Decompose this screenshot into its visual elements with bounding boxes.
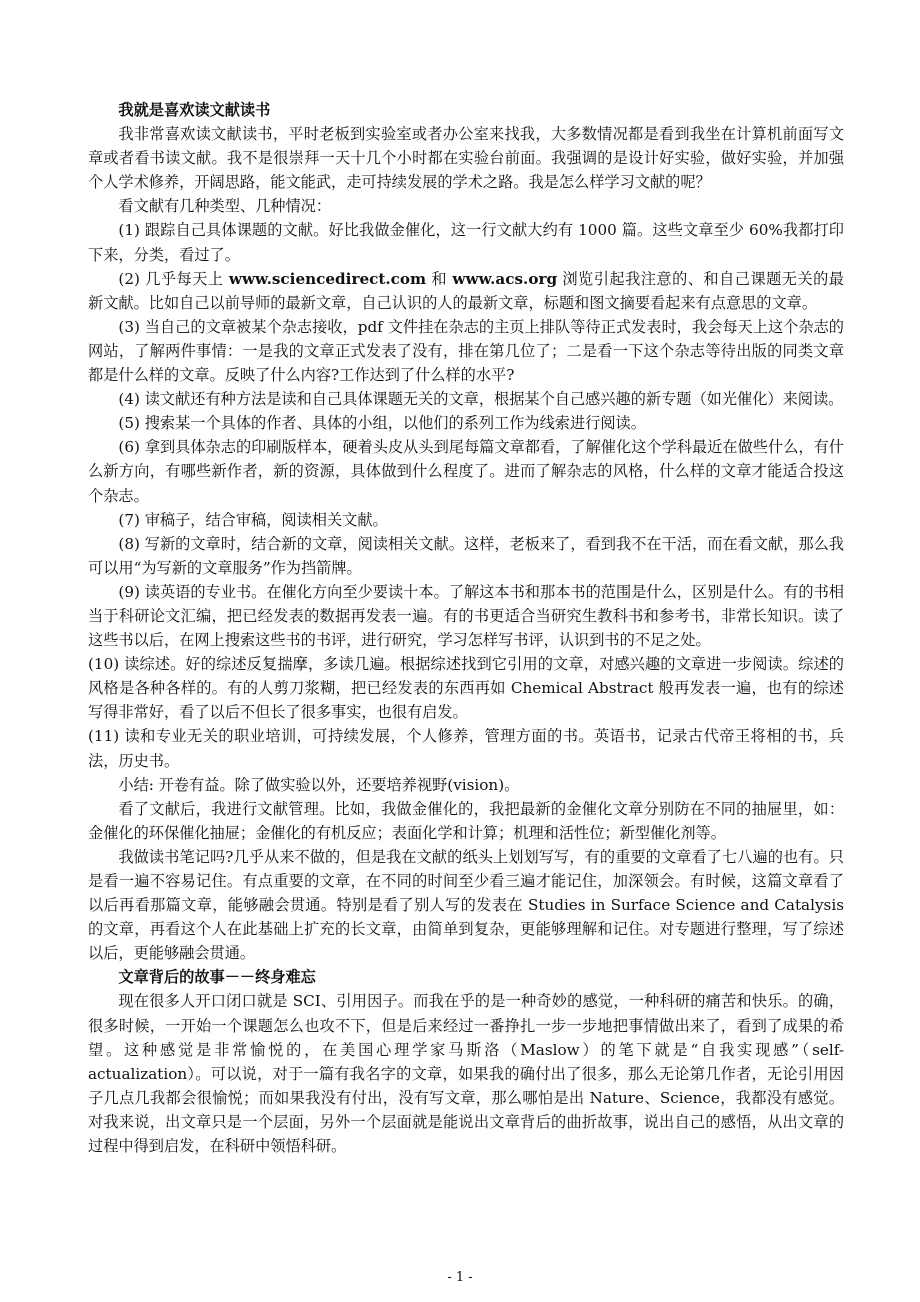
- item-2-prefix: (2) 几乎每天上: [118, 269, 229, 288]
- paragraph-management: 看了文献后，我进行文献管理。比如，我做金催化的，我把最新的金催化文章分别防在不同的抽屉里，如：金催化的环保催化抽屉；金催化的有机反应；表面化学和计算；机理和活性位；新型催化剂等。: [88, 799, 844, 842]
- paragraph-item-8: (8) 写新的文章时，结合新的文章，阅读相关文献。这样，老板来了，看到我不在干活，而在看文献，那么我可以用“为写新的文章服务”作为挡箭牌。: [88, 534, 844, 577]
- paragraph-story: 现在很多人开口闭口就是 SCI、引用因子。而我在乎的是一种奇妙的感觉，一种科研的痛苦和快乐。的确，很多时候，一开始一个课题怎么也攻不下，但是后来经过一番挣扎一步一步地把事情做出来了，看到了成果的希望。这种感觉是非常愉悦的，在美国心理学家马斯洛（Maslow）的笔下就是“自我实现感”（self-actualization）。可以说，对于一篇有我名字的文章，如果我的确付出了很多，那么无论第几作者，无论引用因子几点几我都会很愉悦；而如果我没有付出，没有写文章，那么哪怕是出 Nature、Science，我都没有感觉。对我来说，出文章只是一个层面，另外一个层面就是能说出文章背后的曲折故事，说出自己的感悟，从出文章的过程中得到启发，在科研中领悟科研。: [88, 992, 844, 1156]
- document-page: [88, 98, 844, 1158]
- sciencedirect-link: www.sciencedirect.com: [228, 269, 427, 288]
- paragraph-item-4: (4) 读文献还有种方法是读和自己具体课题无关的文章，根据某个自己感兴趣的新专题（如光催化）来阅读。: [118, 390, 844, 409]
- paragraph-item-5: (5) 搜索某一个具体的作者、具体的小组，以他们的系列工作为线索进行阅读。: [118, 414, 646, 433]
- acs-link: www.acs.org: [452, 269, 558, 288]
- item-2-middle: 和: [426, 269, 453, 288]
- paragraph-item-1: (1) 跟踪自己具体课题的文献。好比我做金催化，这一行文献大约有 1000 篇。这些文章至少 60%我都打印下来，分类，看过了。: [88, 221, 844, 264]
- paragraph-item-9: (9) 读英语的专业书。在催化方向至少要读十本。了解这本书和那本书的范围是什么，区别是什么。有的书相当于科研论文汇编，把已经发表的数据再发表一遍。有的书更适合当研究生教科书和参考书，非常长知识。读了这些书以后，在网上搜索这些书的书评，进行研究，学习怎样写书评，认识到书的不足之处。: [88, 582, 844, 650]
- paragraph-item-3: (3) 当自己的文章被某个杂志接收，pdf 文件挂在杂志的主页上排队等待正式发表时，我会每天上这个杂志的网站，了解两件事情：一是我的文章正式发表了没有，排在第几位了；二是看一下这个杂志等待出版的同类文章都是什么样的文章。反映了什么内容?工作达到了什么样的水平?: [88, 317, 844, 385]
- section-title: 我就是喜欢读文献读书: [118, 101, 271, 119]
- item-2-suffix: 浏览引起我注意的、和自己课题无关的最新文献。比如自己以前导师的最新文章，自己认识的人的最新文章，标题和图文摘要看起来有点意思的文章。: [88, 269, 844, 312]
- page-number: - 1 -: [447, 1270, 473, 1285]
- section-title-2: 文章背后的故事－－终身难忘: [118, 968, 316, 987]
- paragraph-summary: 小结: 开卷有益。除了做实验以外，还要培养视野(vision)。: [118, 775, 520, 794]
- paragraph-item-11: (11) 读和专业无关的职业培训，可持续发展，个人修养，管理方面的书。英语书，记录古代帝王将相的书，兵法，历史书。: [88, 727, 844, 770]
- paragraph-item-7: (7) 审稿子，结合审稿，阅读相关文献。: [118, 510, 388, 529]
- paragraph-types: 看文献有几种类型、几种情况：: [118, 197, 332, 216]
- paragraph-item-6: (6) 拿到具体杂志的印刷版样本，硬着头皮从头到尾每篇文章都看，了解催化这个学科最近在做些什么，有什么新方向，有哪些新作者，新的资源，具体做到什么程度了。进而了解杂志的风格，什么样的文章才能适合投这个杂志。: [88, 438, 844, 505]
- paragraph-intro: 我非常喜欢读文献读书，平时老板到实验室或者办公室来找我，大多数情况都是看到我坐在计算机前面写文章或者看书读文献。我不是很崇拜一天十几个小时都在实验台前面。我强调的是设计好实验，做好实验，并加强个人学术修养，开阔思路，能文能武，走可持续发展的学术之路。我是怎么样学习文献的呢？: [88, 125, 844, 192]
- paragraph-notes: 我做读书笔记吗?几乎从来不做的，但是我在文献的纸头上划划写写，有的重要的文章看了七八遍的也有。只是看一遍不容易记住。有点重要的文章，在不同的时间至少看三遍才能记住，加深领会。有时候，这篇文章看了以后再看那篇文章，能够融会贯通。特别是看了别人写的发表在 Studies in Surface Science and Catalysis 的文章，再看这个人在此基础上扩充的长文章，由简单到复杂，更能够理解和记住。对专题进行整理，写了综述以后，更能够融会贯通。: [88, 847, 844, 963]
- paragraph-item-2: [88, 267, 844, 315]
- paragraph-item-10: (10) 读综述。好的综述反复揣摩，多读几遍。根据综述找到它引用的文章，对感兴趣的文章进一步阅读。综述的风格是各种各样的。有的人剪刀浆糊，把已经发表的东西再如 Chemical Abstract 般再发表一遍，也有的综述写得非常好，看了以后不但长了很多事实，也很有启发。: [88, 655, 844, 722]
